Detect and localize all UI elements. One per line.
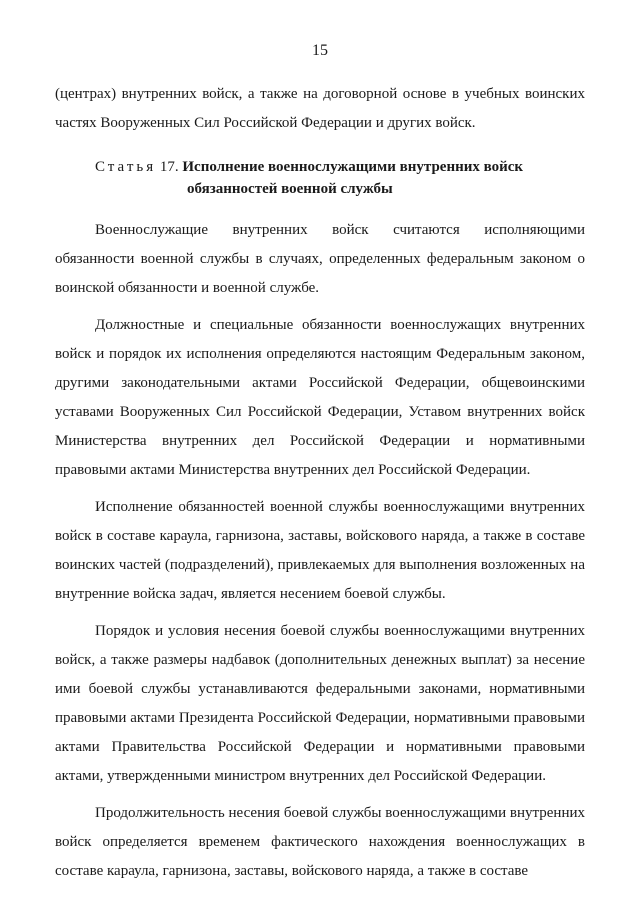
article-title-line2: обязанностей военной службы	[187, 181, 393, 197]
article-word: Статья	[95, 159, 157, 175]
paragraph-continued: (центрах) внутренних войск, а также на договорной основе в учебных воинских частях Вооруженных Сил Российской Федерации и других войск.	[55, 86, 585, 131]
paragraph: Исполнение обязанностей военной службы военнослужащими внутренних войск в составе караула, гарнизона, заставы, войскового наряда, а также в составе воинских частей (подразделений), привлекаемых для выполнения возложенных на внутренние войска задач, является несением боевой службы.	[55, 499, 585, 602]
paragraph: Военнослужащие внутренних войск считаются исполняющими обязанности военной службы в случаях, определенных федеральным законом о воинской обязанности и военной службе.	[55, 222, 585, 296]
article-title-line1: Исполнение военнослужащими внутренних войск	[182, 159, 524, 175]
paragraph: Продолжительность несения боевой службы военнослужащими внутренних войск определяется временем фактического нахождения военнослужащих в составе караула, гарнизона, заставы, войскового наряда, а также в составе	[55, 805, 585, 879]
paragraph: Порядок и условия несения боевой службы военнослужащими внутренних войск, а также размеры надбавок (дополнительных денежных выплат) за несение ими боевой службы устанавливаются федеральными законами, нормативными правовыми актами Президента Российской Федерации, нормативными правовыми актами Правительства Российской Федерации и нормативными правовыми актами, утвержденными министром внутренних дел Российской Федерации.	[55, 623, 585, 784]
article-number: 17.	[159, 159, 179, 175]
document-body	[55, 80, 585, 886]
page-number: 15	[312, 42, 328, 59]
article-heading	[55, 156, 585, 200]
paragraph: Должностные и специальные обязанности военнослужащих внутренних войск и порядок их исполнения определяются настоящим Федеральным законом, другими законодательными актами Российской Федерации, общевоинскими уставами Вооруженных Сил Российской Федерации, Уставом внутренних войск Министерства внутренних дел Российской Федерации и нормативными правовыми актами Министерства внутренних дел Российской Федерации.	[55, 317, 585, 478]
